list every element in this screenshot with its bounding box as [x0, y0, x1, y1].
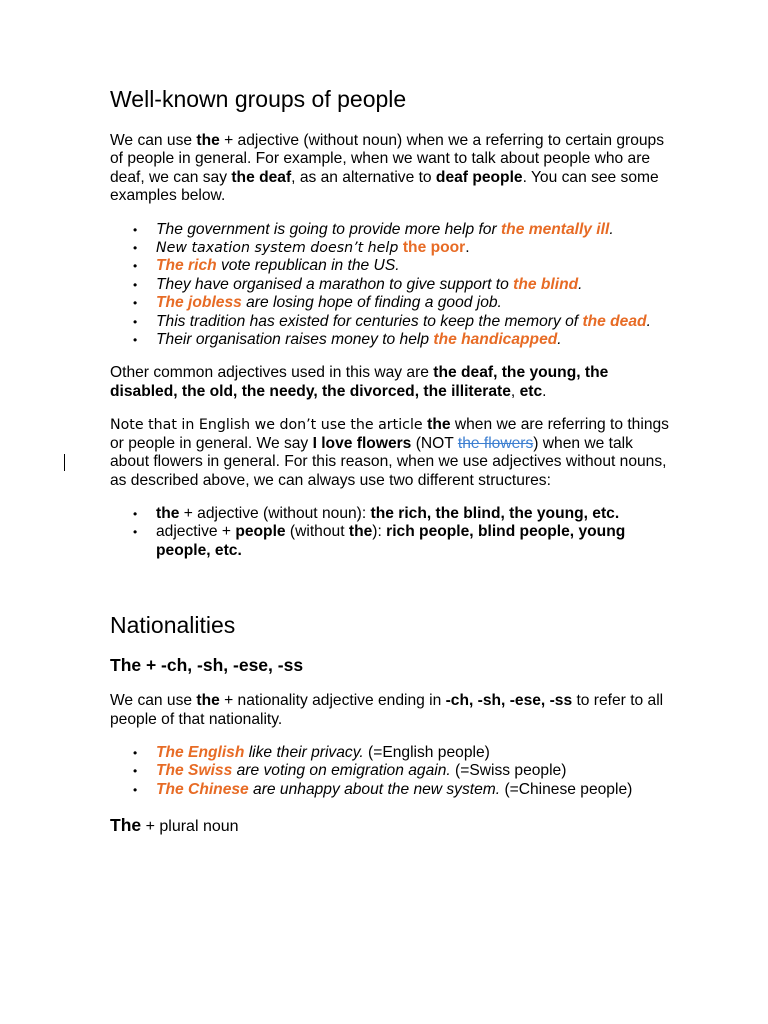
bold-phrase: deaf people	[435, 168, 523, 186]
text-run: They have organised a marathon to give support to	[156, 275, 514, 293]
structure-item	[156, 523, 670, 560]
text-run: We can use	[110, 692, 197, 710]
bold-phrase: the	[196, 692, 220, 710]
text-run: + adjective (without noun) when we a referring to certain groups of people in general. For example, when we want to talk about people who are deaf, we can say	[110, 132, 665, 186]
text-run: We can use	[110, 132, 197, 149]
highlighted-phrase: the dead	[582, 312, 647, 330]
text-run: to refer to all people of that nationality.	[110, 692, 664, 728]
examples-list	[110, 221, 670, 350]
text-run: are voting on emigration again.	[232, 762, 451, 780]
example-item	[156, 257, 670, 275]
text-run: are unhappy about the new system.	[248, 780, 501, 798]
text-run: (=English people)	[363, 743, 490, 761]
structures-list	[110, 505, 670, 560]
text-run: .	[646, 312, 651, 330]
nationality-intro-paragraph	[110, 692, 670, 729]
highlighted-phrase: the poor	[402, 239, 466, 257]
subheading-plural-noun	[110, 814, 670, 838]
bold-phrase: the	[348, 523, 373, 541]
bold-phrase: I love flowers	[312, 434, 412, 452]
document-page	[110, 84, 670, 854]
bold-phrase: people	[235, 523, 286, 541]
text-run: when we are referring to things or people in general. We say	[110, 416, 669, 452]
text-run: This tradition has existed for centuries to keep the memory of	[156, 312, 583, 330]
text-run: Note that in English we don’t use the article	[110, 417, 428, 434]
text-run: like their privacy.	[244, 743, 364, 761]
bold-phrase: -ch, -sh, -ese, -ss	[445, 692, 573, 710]
text-run: ,	[510, 382, 520, 400]
highlighted-phrase: The Chinese	[156, 780, 249, 798]
highlighted-phrase: the mentally ill	[500, 220, 610, 238]
text-run: .	[557, 331, 562, 349]
section-title-groups: Well-known groups of people	[110, 86, 407, 112]
text-run: .	[609, 220, 614, 238]
struck-phrase: the flowers	[457, 434, 534, 452]
text-run: New taxation system doesn’t help	[156, 240, 403, 257]
text-run: Their organisation raises money to help	[156, 331, 434, 349]
text-run: (=Chinese people)	[500, 780, 633, 798]
text-run: .	[465, 239, 470, 257]
subheading-endings: The + -ch, -sh, -ese, -ss	[110, 655, 304, 676]
bold-phrase: the deaf, the young, the disabled, the old, the needy, the divorced, the illiterate	[110, 364, 609, 400]
intro-paragraph	[110, 132, 670, 206]
subheading-plural-bold: The	[110, 815, 142, 836]
bold-phrase: the	[427, 416, 451, 434]
highlighted-phrase: The Swiss	[156, 762, 233, 780]
section-title-nationalities: Nationalities	[110, 612, 236, 639]
text-run: . You can see some examples below.	[110, 168, 659, 205]
bold-phrase: rich people, blind people, young people, etc.	[156, 523, 626, 559]
example-item	[156, 294, 670, 312]
text-run: , as an alternative to	[291, 168, 436, 186]
other-adjectives-paragraph	[110, 364, 670, 401]
text-run: ) when we talk about flowers in general. For this reason, when we use adjectives without nouns, as described above, we can always use two different structures:	[110, 434, 667, 489]
nationality-example-item	[156, 744, 670, 762]
text-run: vote republican in the US.	[216, 257, 400, 275]
text-run: (NOT	[411, 434, 458, 452]
example-item	[156, 331, 670, 349]
note-paragraph	[110, 416, 670, 490]
highlighted-phrase: The jobless	[156, 294, 242, 312]
text-run: .	[542, 382, 547, 400]
text-cursor	[64, 454, 65, 471]
text-run: (=Swiss people)	[450, 762, 567, 780]
nationality-example-item	[156, 762, 670, 780]
highlighted-phrase: The English	[156, 743, 245, 761]
bold-phrase: the deaf	[231, 168, 292, 186]
text-run: adjective +	[156, 523, 236, 541]
bold-phrase: the rich, the blind, the young, etc.	[370, 504, 620, 522]
example-item	[156, 239, 670, 257]
subheading-plural-rest: + plural noun	[141, 818, 239, 836]
highlighted-phrase: the blind	[513, 275, 579, 293]
example-item	[156, 221, 670, 239]
bold-phrase: the	[156, 504, 180, 522]
text-run: The government is going to provide more help for	[156, 220, 501, 238]
text-run: (without	[285, 523, 349, 541]
text-run: ):	[372, 523, 387, 541]
nationality-examples-list	[110, 744, 670, 799]
example-item	[156, 313, 670, 331]
text-run: + adjective (without noun):	[179, 504, 371, 522]
nationality-example-item	[156, 781, 670, 799]
bold-phrase: etc	[519, 382, 543, 400]
example-item	[156, 276, 670, 294]
bold-phrase: the	[196, 132, 220, 149]
text-run: are losing hope of finding a good job.	[241, 294, 502, 312]
highlighted-phrase: The rich	[156, 257, 217, 275]
highlighted-phrase: the handicapped	[433, 331, 558, 349]
text-run: Other common adjectives used in this way are	[110, 364, 434, 382]
text-run: + nationality adjective ending in	[219, 692, 446, 710]
text-run: .	[578, 275, 583, 293]
structure-item	[156, 505, 670, 523]
